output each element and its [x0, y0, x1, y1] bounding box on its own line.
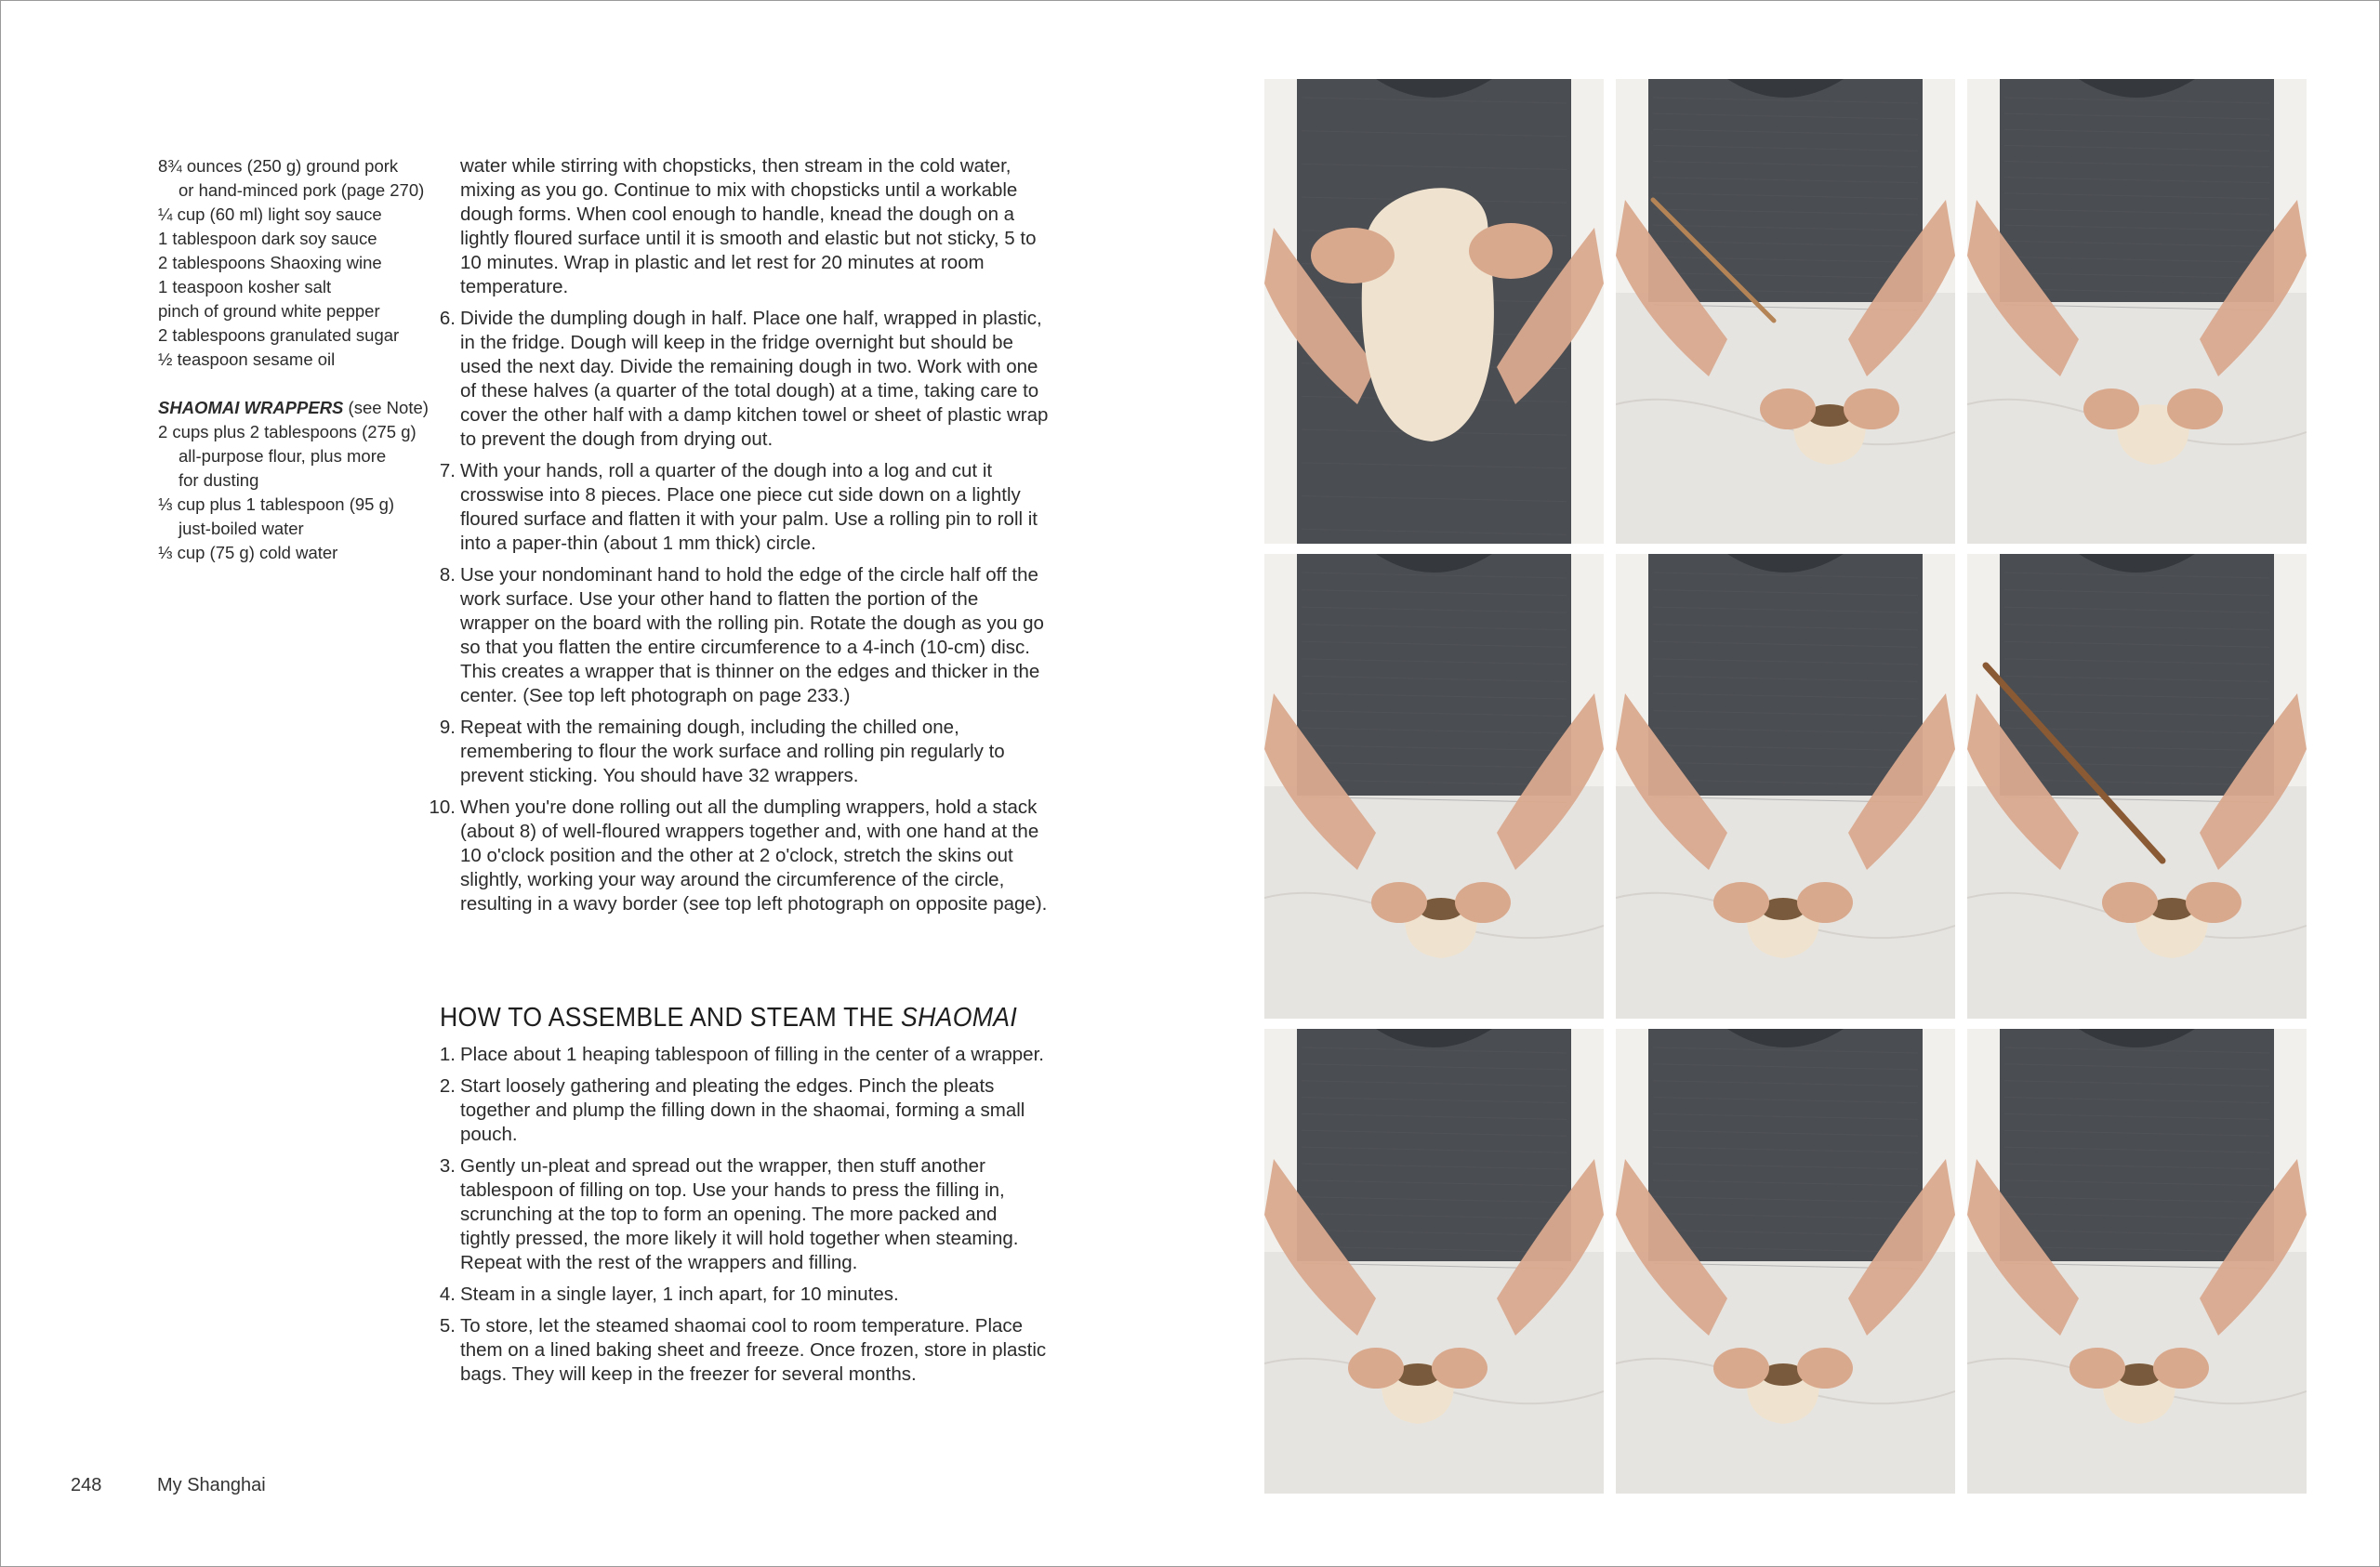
step-text: To store, let the steamed shaomai cool to room temperature. Place them on a lined baking sheet and freeze. Once frozen, store in plastic bags. They will keep in the freezer for several months.	[460, 1315, 1047, 1385]
step-number: 4.	[439, 1284, 456, 1305]
step-text: Use your nondominant hand to hold the edge of the circle half off the work surface. Use your other hand to flatten the portion of the wrapper on the board with the rolling pin. Rotate the dough as you go so that you flatten the entire circumference to a 4-inch (10-cm) disc. This creates a wrapper that is thinner on the edges and thicker in the center. (See top left photograph on page 233.)	[460, 564, 1044, 706]
step-item	[418, 716, 1051, 788]
step-text: Gently un-pleat and spread out the wrapper, then stuff another tablespoon of filling on top. Use your hands to press the filling in, scrunching at the top to form an opening. The more packed and tightly pressed, the more likely it will hold together when steaming. Repeat with the rest of the wrappers and filling.	[460, 1155, 1019, 1273]
step-item	[418, 796, 1051, 916]
photo-grid	[1264, 79, 2307, 1493]
section-title	[440, 1003, 1017, 1034]
wrapper-ingredients	[158, 420, 437, 565]
ingredient-line: 2 tablespoons Shaoxing wine	[158, 253, 382, 272]
photo-finished-shaomai	[1967, 1029, 2307, 1494]
page-number: 248	[71, 1475, 102, 1495]
wrapper-steps	[418, 154, 1051, 924]
step-continuation-text: water while stirring with chopsticks, then stream in the cold water, mixing as you go. Continue to mix with chopsticks until a workable dough forms. When cool enough to handle, knead the dough on a lightly floured surface until it is smooth and elastic but not sticky, 5 to 10 minutes. Wrap in plastic and let rest for 20 minutes at room temperature.	[460, 155, 1037, 297]
step-item	[418, 1314, 1051, 1387]
photo-adding-filling	[1616, 79, 1955, 544]
wrappers-heading-bold: SHAOMAI WRAPPERS	[158, 398, 344, 417]
photo-pleating-edges	[1967, 79, 2307, 544]
photo-holding-wrapper	[1264, 79, 1604, 544]
step-text: When you're done rolling out all the dumpling wrappers, hold a stack (about 8) of well-floured wrappers together and, with one hand at the 10 o'clock position and the other at 2 o'clock, stretch the skins out slightly, working your way around the circumference of the circle, resulting in a wavy border (see top left photograph on opposite page).	[460, 797, 1048, 915]
ingredient-line: 2 cups plus 2 tablespoons (275 g)	[158, 422, 416, 441]
ingredient-line: ⅓ cup (75 g) cold water	[158, 543, 338, 562]
step-item	[418, 1043, 1051, 1067]
step-item	[418, 1074, 1051, 1147]
step-number: 6.	[439, 308, 456, 329]
step-item	[418, 1154, 1051, 1275]
ingredient-line: 1 tablespoon dark soy sauce	[158, 229, 377, 248]
ingredients-list	[158, 154, 437, 565]
step-number: 1.	[439, 1044, 456, 1065]
ingredient-line: all-purpose flour, plus more	[178, 446, 387, 466]
photo-pressing-filling	[1264, 1029, 1604, 1494]
step-text: Place about 1 heaping tablespoon of filling in the center of a wrapper.	[460, 1044, 1044, 1065]
book-title: My Shanghai	[157, 1475, 266, 1495]
step-item	[418, 1283, 1051, 1307]
wrappers-heading	[158, 396, 437, 420]
filling-ingredients	[158, 154, 437, 372]
ingredient-line: or hand-minced pork (page 270)	[178, 180, 425, 200]
ingredient-line: for dusting	[178, 470, 259, 490]
step-item	[418, 307, 1051, 452]
step-number: 8.	[439, 564, 456, 586]
ingredient-line: ½ teaspoon sesame oil	[158, 349, 336, 369]
step-item	[418, 563, 1051, 708]
ingredient-line: 2 tablespoons granulated sugar	[158, 325, 400, 345]
step-number: 10.	[429, 797, 456, 818]
ingredient-line: 1 teaspoon kosher salt	[158, 277, 332, 296]
section-title-italic: SHAOMAI	[901, 1003, 1018, 1033]
step-number: 3.	[439, 1155, 456, 1177]
step-text: Start loosely gathering and pleating the edges. Pinch the pleats together and plump the filling down in the shaomai, forming a small pouch.	[460, 1075, 1025, 1145]
step-continuation	[418, 154, 1051, 299]
section-title-main: HOW TO ASSEMBLE AND STEAM THE	[440, 1003, 902, 1033]
step-number: 5.	[439, 1315, 456, 1337]
assemble-steps	[418, 1043, 1051, 1394]
photo-scrunching-top	[1616, 1029, 1955, 1494]
step-text: With your hands, roll a quarter of the dough into a log and cut it crosswise into 8 pieces. Place one piece cut side down on a lightly floured surface and flatten it with your palm. Use a rolling pin to roll it into a paper-thin (about 1 mm thick) circle.	[460, 460, 1038, 554]
ingredient-line: just-boiled water	[178, 519, 304, 538]
photo-small-pouch	[1264, 554, 1604, 1019]
step-text: Steam in a single layer, 1 inch apart, for 10 minutes.	[460, 1284, 899, 1305]
step-item	[418, 459, 1051, 556]
step-number: 9.	[439, 717, 456, 738]
ingredient-line: 8¾ ounces (250 g) ground pork	[158, 156, 399, 176]
ingredient-line: ⅓ cup plus 1 tablespoon (95 g)	[158, 494, 395, 514]
step-number: 7.	[439, 460, 456, 481]
ingredient-line: ¼ cup (60 ml) light soy sauce	[158, 204, 382, 224]
step-text: Divide the dumpling dough in half. Place one half, wrapped in plastic, in the fridge. Dough will keep in the fridge overnight but should be used the next day. Divide the remaining dough in two. Work with one of these halves (a quarter of the total dough) at a time, taking care to cover the other half with a damp kitchen towel or sheet of plastic wrap to prevent the dough from drying out.	[460, 308, 1049, 450]
ingredient-line: pinch of ground white pepper	[158, 301, 380, 321]
photo-stuffing-more-filling	[1967, 554, 2307, 1019]
wrappers-heading-note: (see Note)	[343, 398, 429, 417]
step-text: Repeat with the remaining dough, including the chilled one, remembering to flour the work surface and rolling pin regularly to prevent sticking. You should have 32 wrappers.	[460, 717, 1005, 786]
photo-pinching-pleats	[1616, 554, 1955, 1019]
step-number: 2.	[439, 1075, 456, 1097]
